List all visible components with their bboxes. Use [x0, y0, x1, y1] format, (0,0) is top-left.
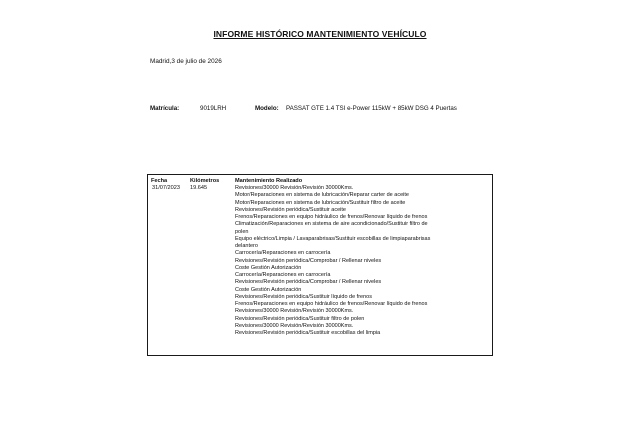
maintenance-item: Revisiones/Revisión periódica/Sustituir líquido de frenos — [235, 293, 372, 300]
maintenance-item: Equipo eléctrico/Limpia / Lavaparabrisas/Sustituir escobillas de limpiaparabrisas delantero — [235, 235, 431, 249]
maintenance-item: Coste Gestión Autorización — [235, 286, 302, 293]
maintenance-item: Revisiones/Revisión periódica/Sustituir aceite — [235, 206, 346, 213]
report-date-line — [150, 58, 222, 65]
row-date: 31/07/2023 — [152, 185, 180, 191]
maintenance-item: Motor/Reparaciones en sistema de lubricación/Reparar carter de aceite — [235, 192, 409, 199]
maintenance-item: Revisiones/30000 Revisión/Revisión 30000Kms. — [235, 308, 354, 315]
header-mantenimiento: Mantenimiento Realizado — [235, 178, 303, 184]
maintenance-item: Revisiones/Revisión periódica/Comprobar / Rellenar niveles — [235, 279, 382, 286]
maintenance-item: Revisiones/30000 Revisión/Revisión 30000Kms. — [235, 322, 354, 329]
maintenance-list — [235, 185, 485, 337]
report-title: INFORME HISTÓRICO MANTENIMIENTO VEHÍCULO — [213, 29, 427, 39]
header-kilometros: Kilómetros — [190, 178, 220, 184]
plate-value: 9019LRH — [200, 105, 227, 112]
maintenance-item: Carrocería/Reparaciones en carrocería — [235, 272, 331, 278]
row-km: 19.645 — [190, 185, 208, 191]
plate-label: Matrícula: — [150, 105, 180, 112]
maintenance-item: Frenos/Reparaciones en equipo hidráulico de frenos/Renovar líquido de frenos — [235, 301, 428, 307]
maintenance-item: Climatización/Reparaciones en sistema de aire acondicionado/Sustituir filtro de polen — [235, 221, 428, 235]
maintenance-item: Frenos/Reparaciones en equipo hidráulico de frenos/Renovar líquido de frenos — [235, 214, 428, 220]
maintenance-item: Revisiones/30000 Revisión/Revisión 30000Kms. — [235, 185, 354, 191]
maintenance-item: Motor/Reparaciones en sistema de lubricación/Sustituir filtro de aceite — [235, 199, 406, 206]
report-date: 3 de julio de 2026 — [171, 58, 222, 65]
maintenance-table — [147, 174, 493, 356]
maintenance-item: Carrocería/Reparaciones en carrocería — [235, 250, 331, 257]
maintenance-item: Coste Gestión Autorización — [235, 264, 302, 271]
maintenance-item: Revisiones/Revisión periódica/Comprobar / Rellenar niveles — [235, 257, 382, 264]
model-label: Modelo: — [255, 105, 279, 112]
maintenance-item: Revisiones/Revisión periódica/Sustituir filtro de polen — [235, 315, 365, 322]
model-value: PASSAT GTE 1.4 TSI e-Power 115kW + 85kW DSG 4 Puertas — [286, 105, 457, 112]
header-fecha: Fecha — [151, 178, 168, 184]
report-city: Madrid, — [150, 58, 172, 65]
maintenance-item: Revisiones/Revisión periódica/Sustituir escobillas del limpia — [235, 330, 381, 336]
